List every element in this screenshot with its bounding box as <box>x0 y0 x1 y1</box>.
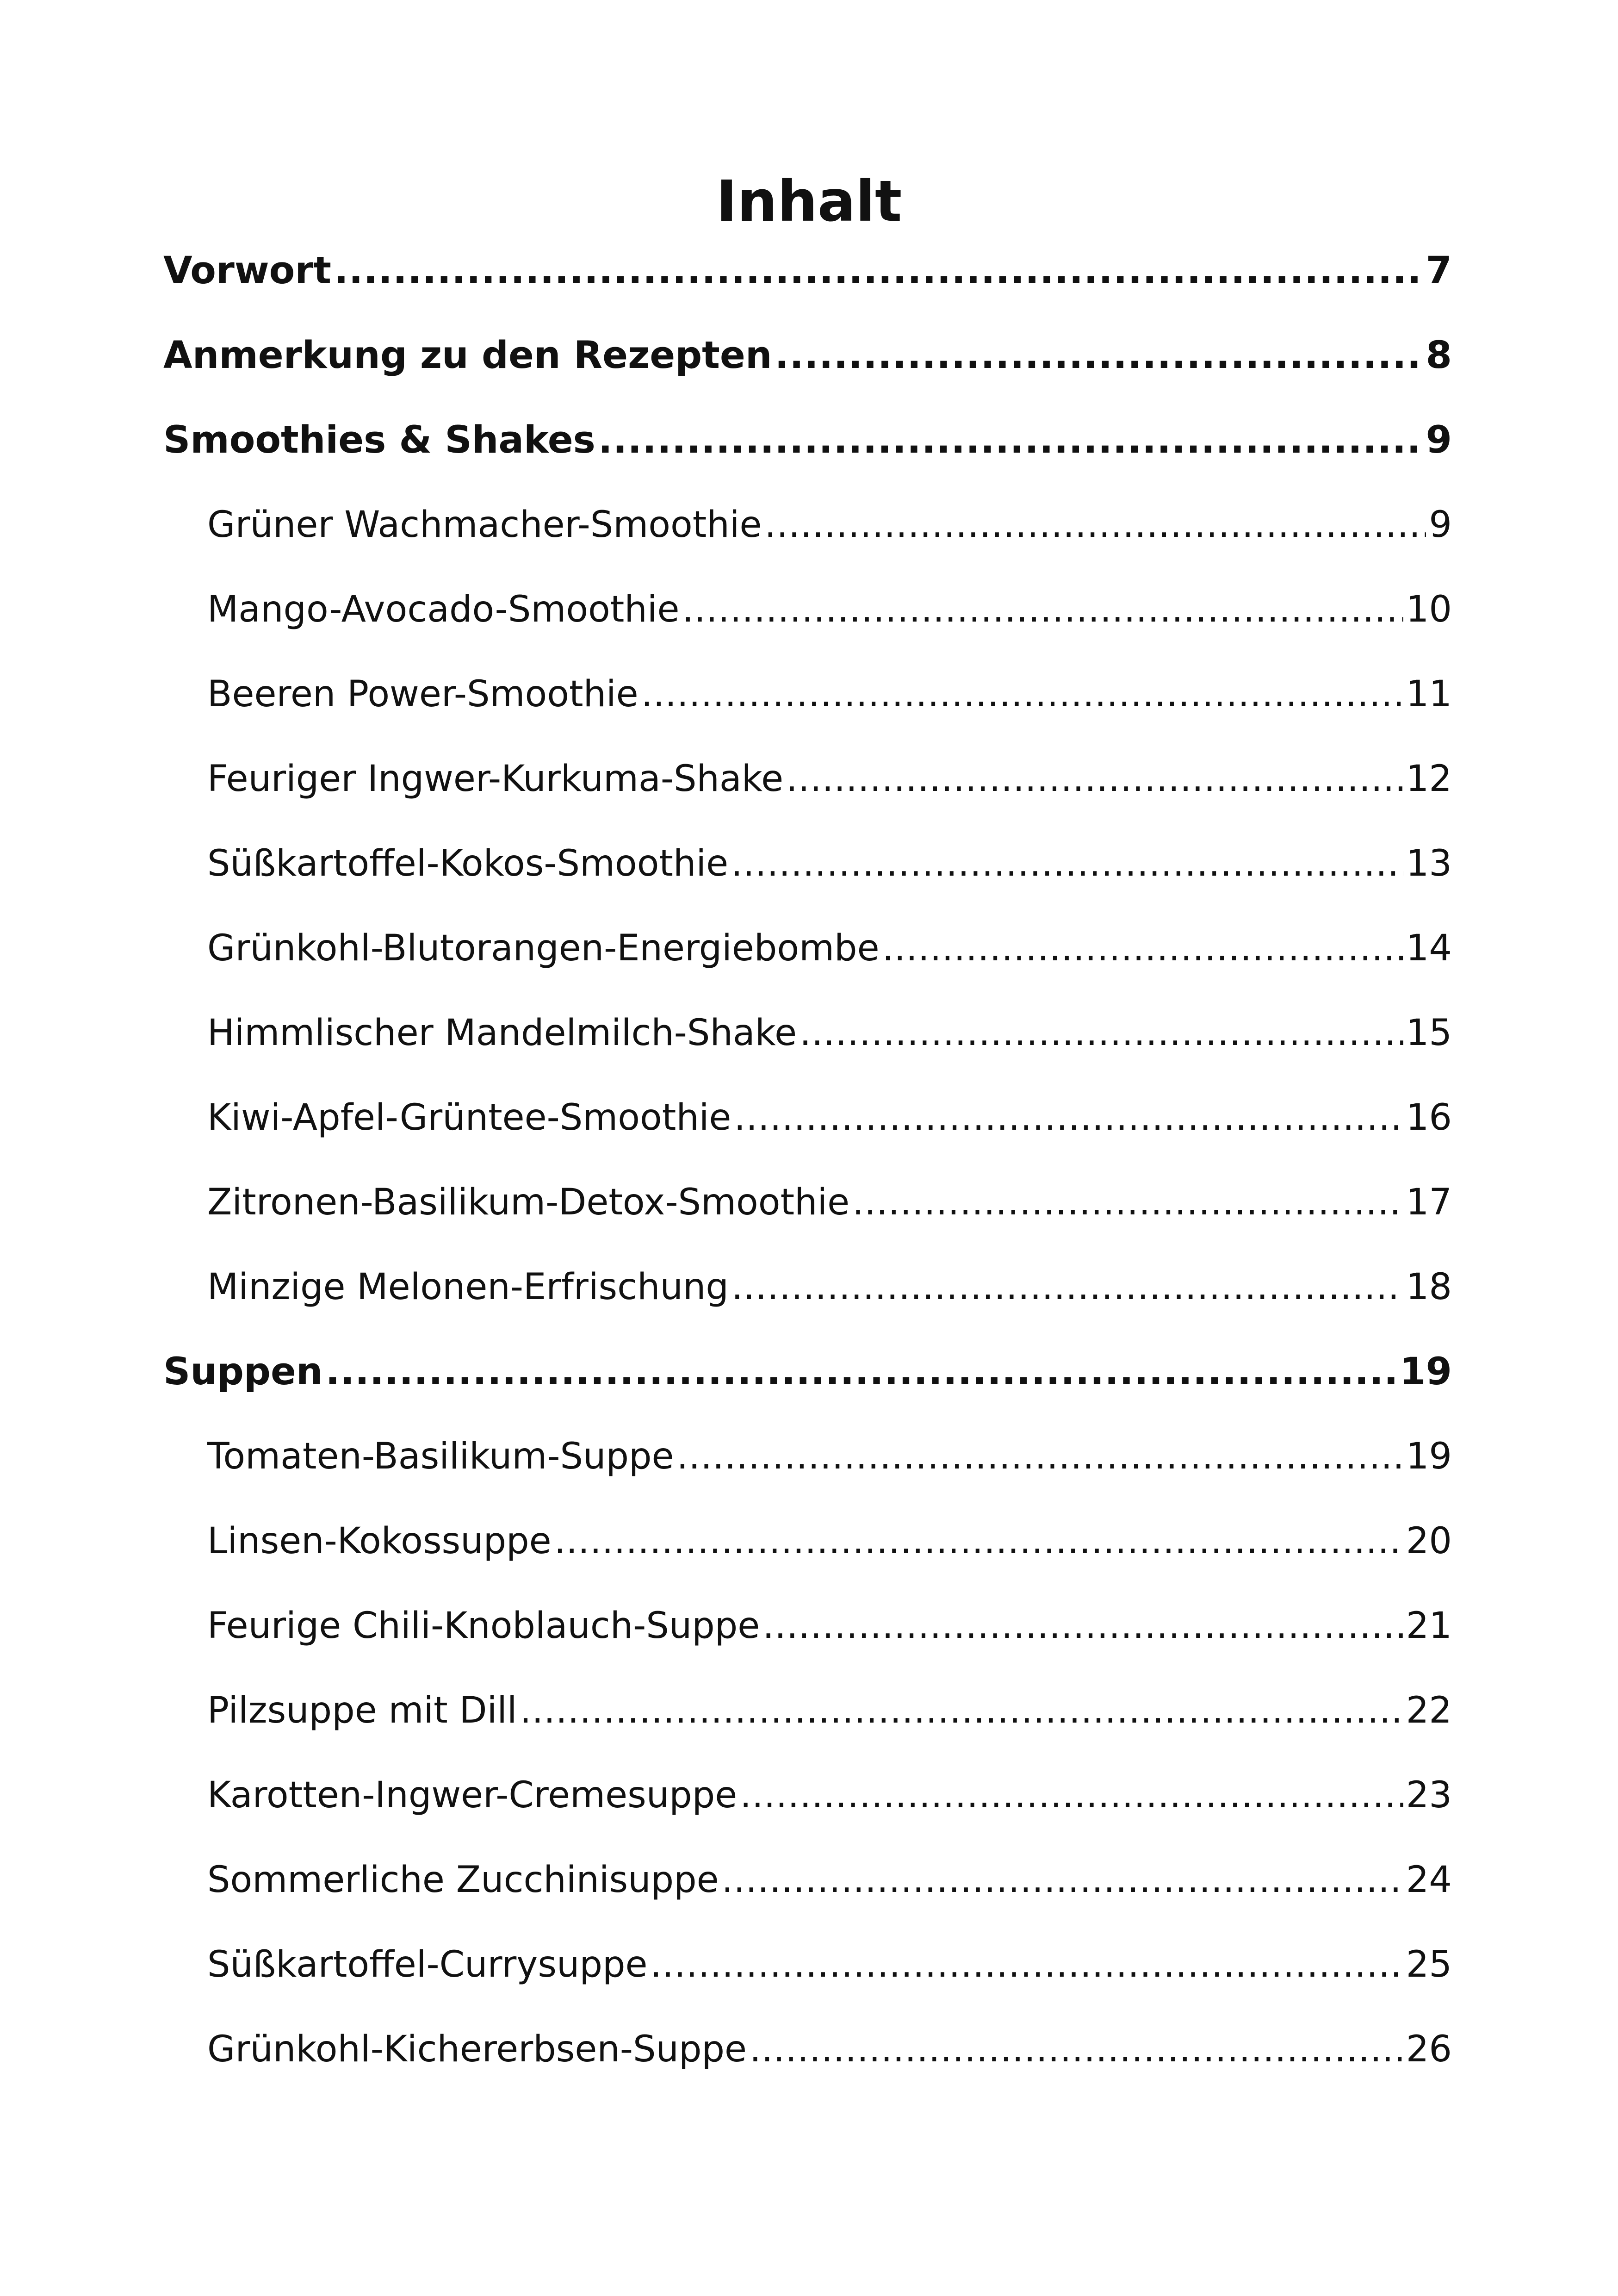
toc-entry-title: Vorwort <box>163 249 331 292</box>
toc-entry-title: Anmerkung zu den Rezepten <box>163 334 772 377</box>
toc-page-number: 15 <box>1406 1012 1452 1054</box>
toc-entry-title: Grünkohl-Blutorangen-Energiebombe <box>207 927 880 969</box>
toc-entry[interactable] <box>207 1850 1452 1910</box>
toc-row <box>163 1935 1452 2019</box>
toc-entry[interactable] <box>207 749 1452 809</box>
toc-page-number: 9 <box>1429 504 1452 546</box>
toc-row <box>163 2019 1452 2104</box>
toc-row <box>163 1850 1452 1935</box>
toc-dot-leader <box>882 918 1403 978</box>
toc-entry[interactable] <box>163 325 1452 386</box>
toc-entry[interactable] <box>207 495 1452 555</box>
toc-entry-title: Smoothies & Shakes <box>163 418 595 462</box>
toc-row <box>163 918 1452 1003</box>
toc-row <box>163 834 1452 918</box>
toc-row <box>163 1342 1452 1426</box>
toc-entry-title: Tomaten-Basilikum-Suppe <box>207 1436 674 1477</box>
toc-entry[interactable] <box>207 1257 1452 1317</box>
toc-page-number: 26 <box>1406 2028 1452 2070</box>
toc-entry-title: Karotten-Ingwer-Cremesuppe <box>207 1774 738 1816</box>
toc-row <box>163 1172 1452 1257</box>
toc-entry[interactable] <box>207 1765 1452 1825</box>
toc-dot-leader <box>334 241 1423 301</box>
toc-entry[interactable] <box>207 2019 1452 2079</box>
toc-entry-title: Zitronen-Basilikum-Detox-Smoothie <box>207 1182 850 1223</box>
toc-entry[interactable] <box>207 1003 1452 1063</box>
toc-entry-title: Grünkohl-Kichererbsen-Suppe <box>207 2028 747 2070</box>
toc-dot-leader <box>682 579 1403 640</box>
toc-entry[interactable] <box>207 579 1452 640</box>
toc-entry[interactable] <box>207 1172 1452 1232</box>
toc-page-number: 12 <box>1406 758 1452 800</box>
toc-row <box>163 1426 1452 1511</box>
toc-row <box>163 1257 1452 1342</box>
toc-page-number: 14 <box>1406 927 1452 969</box>
toc-dot-leader <box>731 834 1403 894</box>
toc-entry-title: Himmlischer Mandelmilch-Shake <box>207 1012 797 1054</box>
toc-dot-leader <box>677 1426 1403 1487</box>
toc-entry[interactable] <box>163 241 1452 301</box>
toc-page-number: 13 <box>1406 843 1452 884</box>
toc-row <box>163 241 1452 325</box>
toc-dot-leader <box>763 1596 1403 1656</box>
toc-dot-leader <box>598 410 1423 470</box>
toc-dot-leader <box>641 664 1403 724</box>
toc-entry-title: Pilzsuppe mit Dill <box>207 1690 517 1731</box>
toc-page-number: 11 <box>1406 673 1452 715</box>
toc-entry-title: Minzige Melonen-Erfrischung <box>207 1266 729 1308</box>
toc-row <box>163 1596 1452 1680</box>
toc-dot-leader <box>732 1257 1403 1317</box>
toc-dot-leader <box>764 495 1426 555</box>
toc-page-number: 21 <box>1406 1605 1452 1647</box>
toc-row <box>163 1680 1452 1765</box>
toc-dot-leader <box>554 1511 1403 1571</box>
toc-dot-leader <box>651 1935 1403 1995</box>
toc-dot-leader <box>775 325 1423 386</box>
toc-entry[interactable] <box>207 664 1452 724</box>
toc-entry[interactable] <box>163 1342 1452 1402</box>
toc-page-number: 17 <box>1406 1182 1452 1223</box>
toc-entry-title: Grüner Wachmacher-Smoothie <box>207 504 762 546</box>
toc-entry[interactable] <box>207 1426 1452 1487</box>
toc-page-number: 23 <box>1406 1774 1452 1816</box>
toc-page-number: 19 <box>1400 1350 1452 1394</box>
toc-dot-leader <box>750 2019 1403 2079</box>
toc-page-number: 7 <box>1426 249 1452 292</box>
toc-row <box>163 1003 1452 1088</box>
toc-row <box>163 325 1452 410</box>
toc-entry-title: Feurige Chili-Knoblauch-Suppe <box>207 1605 760 1647</box>
toc-entry-title: Sommerliche Zucchinisuppe <box>207 1859 719 1901</box>
toc-page-number: 9 <box>1426 418 1452 462</box>
toc-entry-title: Süßkartoffel-Kokos-Smoothie <box>207 843 729 884</box>
toc-row <box>163 1088 1452 1172</box>
toc-dot-leader <box>800 1003 1403 1063</box>
toc-dot-leader <box>852 1172 1403 1232</box>
toc-page-number: 16 <box>1406 1097 1452 1139</box>
toc-row <box>163 1765 1452 1850</box>
toc-entry[interactable] <box>163 410 1452 470</box>
toc-entry-title: Mango-Avocado-Smoothie <box>207 589 680 630</box>
toc-dot-leader <box>520 1680 1403 1741</box>
toc-row <box>163 410 1452 495</box>
toc-entry-title: Feuriger Ingwer-Kurkuma-Shake <box>207 758 784 800</box>
toc-entry-title: Suppen <box>163 1350 323 1394</box>
toc-entry-title: Linsen-Kokossuppe <box>207 1520 552 1562</box>
toc-entry[interactable] <box>207 1088 1452 1148</box>
toc-entry[interactable] <box>207 1935 1452 1995</box>
toc-entry[interactable] <box>207 834 1452 894</box>
toc-entry[interactable] <box>207 1680 1452 1741</box>
toc-page-number: 10 <box>1406 589 1452 630</box>
toc-row <box>163 664 1452 749</box>
toc-page-number: 19 <box>1406 1436 1452 1477</box>
toc-entry[interactable] <box>207 1511 1452 1571</box>
toc-entry-title: Kiwi-Apfel-Grüntee-Smoothie <box>207 1097 732 1139</box>
toc-entry-title: Süßkartoffel-Currysuppe <box>207 1944 648 1985</box>
toc-row <box>163 579 1452 664</box>
page-title: Inhalt <box>716 168 902 234</box>
toc-entry-title: Beeren Power-Smoothie <box>207 673 639 715</box>
toc-page-number: 8 <box>1426 334 1452 377</box>
toc-dot-leader <box>734 1088 1403 1148</box>
toc-row <box>163 495 1452 579</box>
toc-dot-leader <box>722 1850 1403 1910</box>
table-of-contents <box>163 241 1452 2104</box>
toc-page-number: 20 <box>1406 1520 1452 1562</box>
toc-dot-leader <box>786 749 1403 809</box>
toc-row <box>163 1511 1452 1596</box>
toc-dot-leader <box>740 1765 1403 1825</box>
toc-entry[interactable] <box>207 918 1452 978</box>
toc-page-number: 18 <box>1406 1266 1452 1308</box>
toc-entry[interactable] <box>207 1596 1452 1656</box>
toc-page-number: 24 <box>1406 1859 1452 1901</box>
toc-page-number: 22 <box>1406 1690 1452 1731</box>
toc-dot-leader <box>326 1342 1397 1402</box>
toc-page-number: 25 <box>1406 1944 1452 1985</box>
toc-row <box>163 749 1452 834</box>
